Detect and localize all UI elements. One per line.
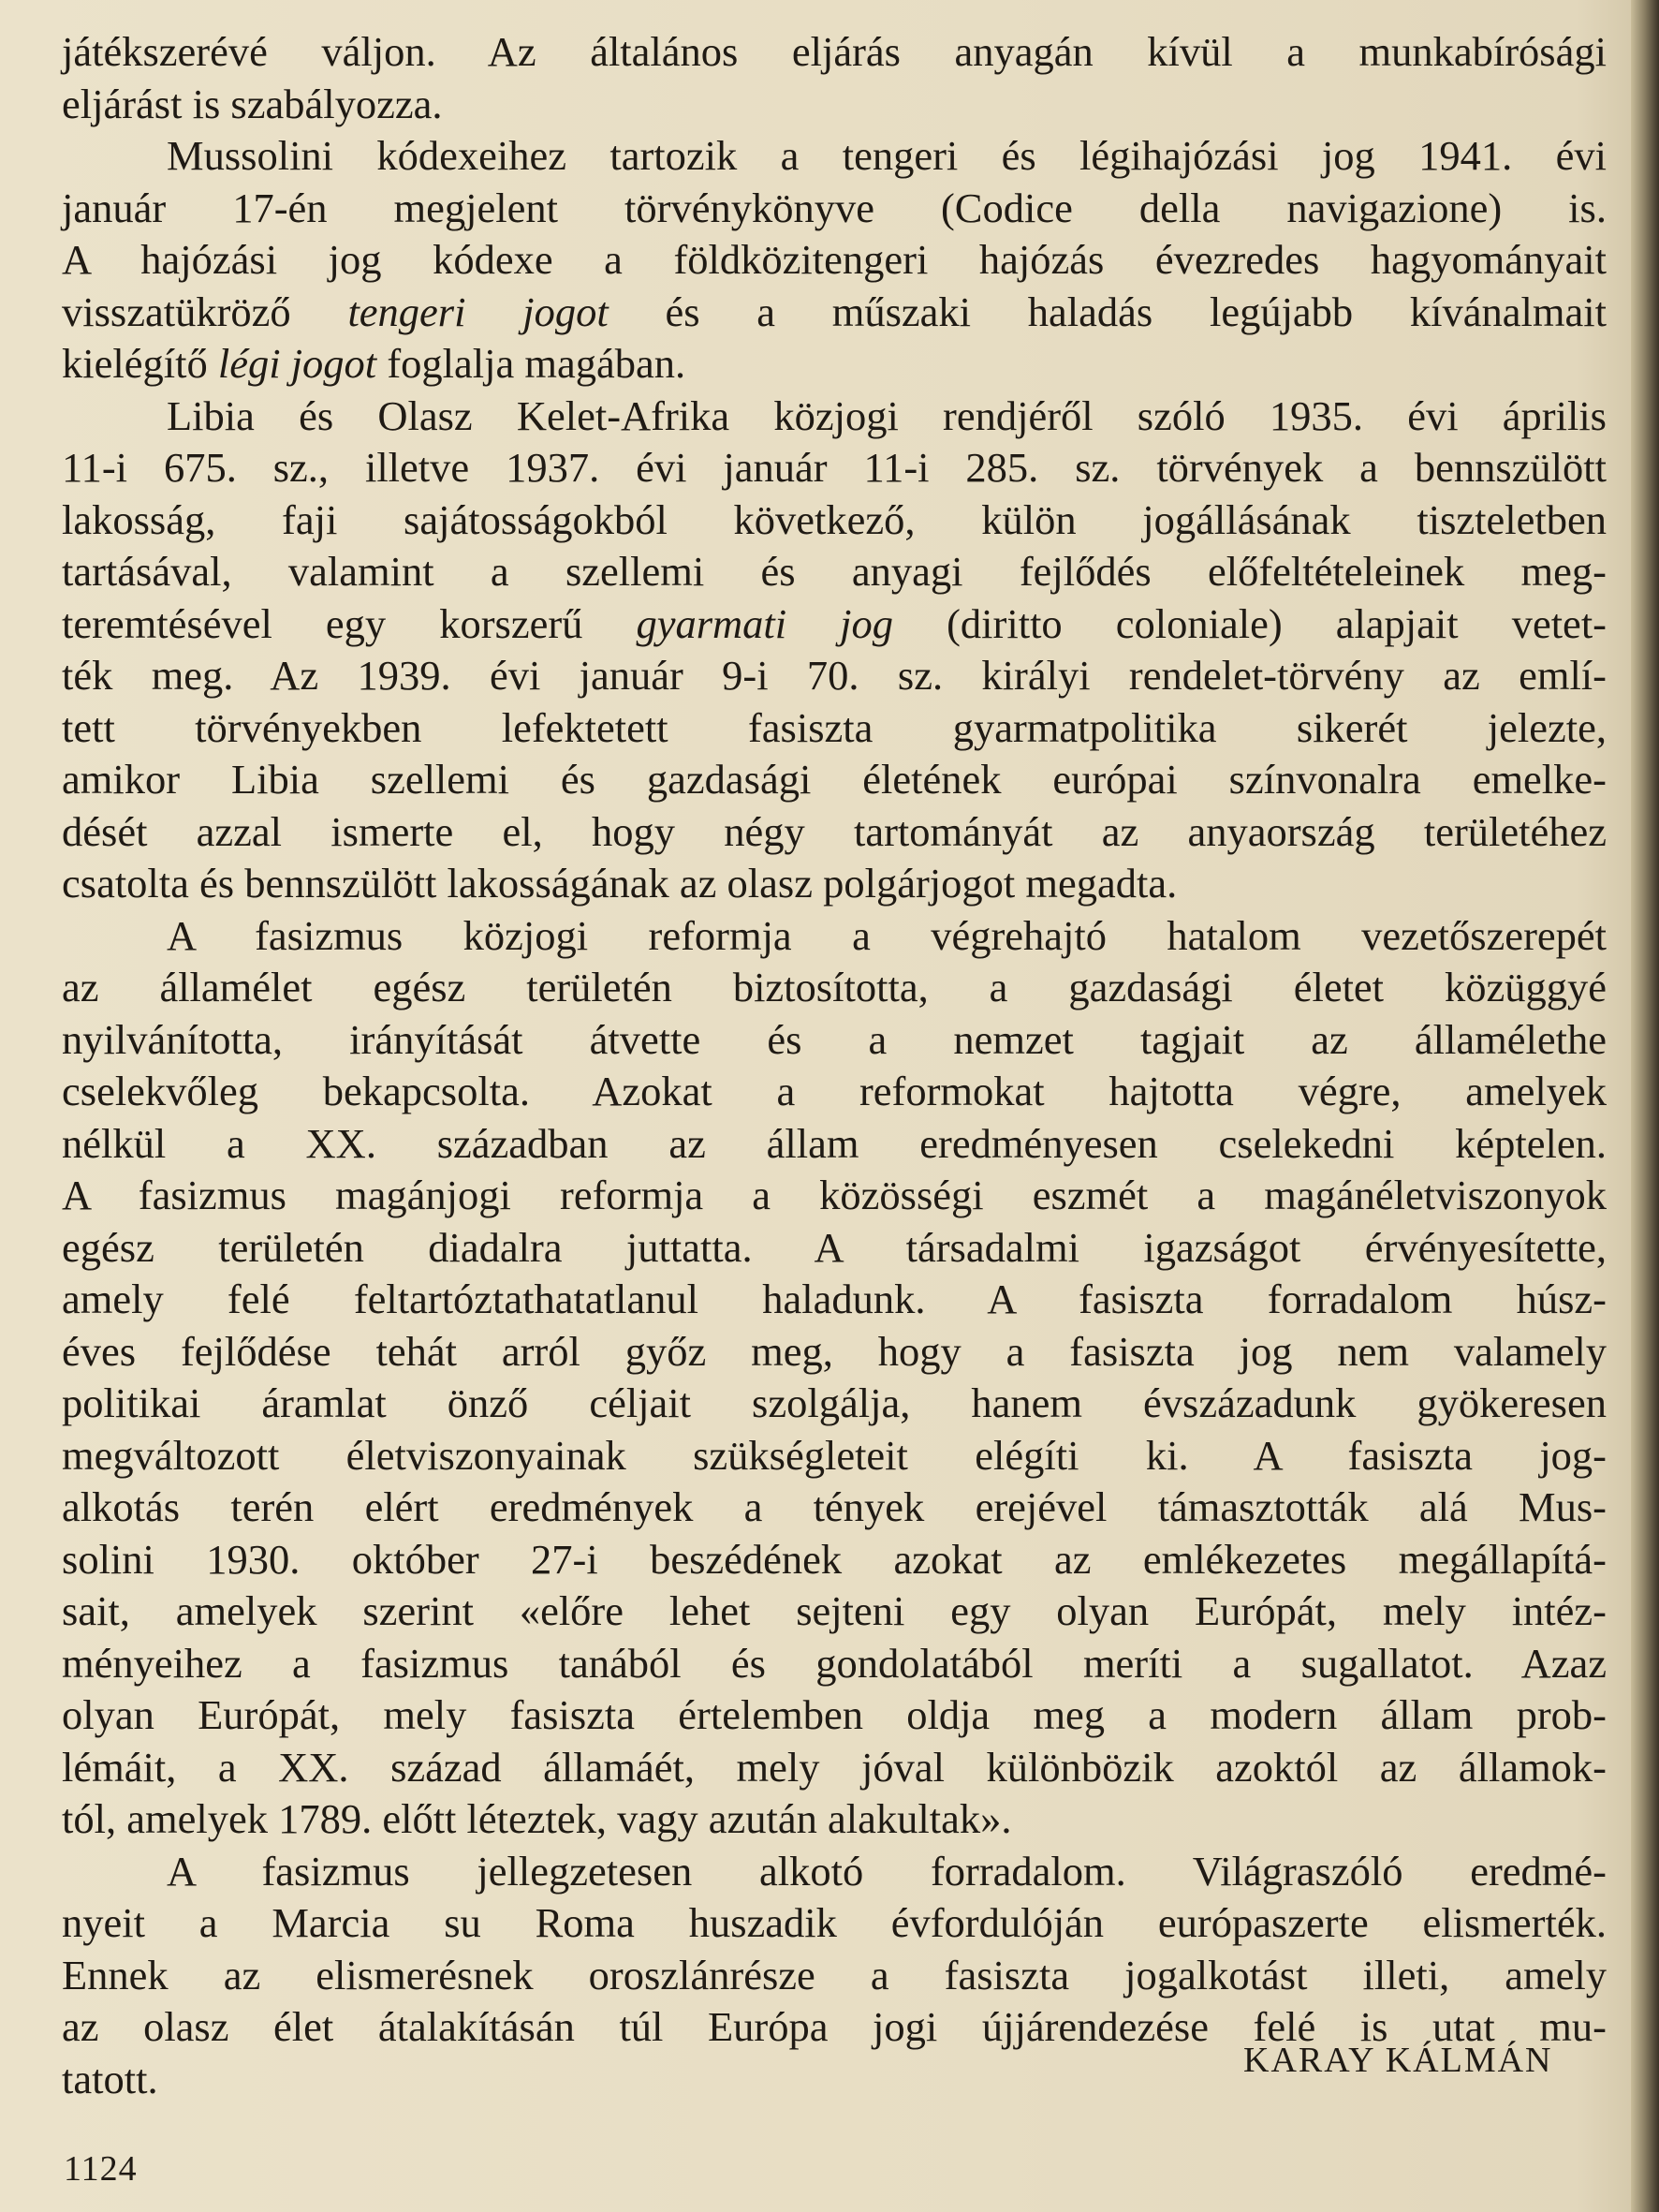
text-span: és a műszaki haladás legújabb kívánalmait [608,288,1607,335]
text-line: tartásával, valamint a szellemi és anyagi fejlődés előfeltételeinek meg- [62,548,1607,595]
text-line: megváltozott életviszonyainak szükségleteit elégíti ki. A fasiszta jog- [62,1431,1607,1479]
text-line: amely felé feltartóztathatatlanul haladunk. A fasiszta forradalom húsz- [62,1276,1607,1322]
text-line: A fasizmus magánjogi reformja a közösségi eszmét a magánéletviszonyok [62,1172,1607,1218]
text-line [62,598,1607,651]
author-signature: KARAY KÁLMÁN [1243,2041,1553,2080]
text-span: (diritto coloniale) alapjait vetet- [893,599,1607,647]
text-span: visszatükröző [62,288,348,335]
text-line: tett törvényekben lefektetett fasiszta gyarmatpolitika sikerét jelezte, [62,703,1607,751]
text-line: lakosság, faji sajátosságokból következő, külön jogállásának tiszteletben [62,495,1607,543]
text-line: ték meg. Az 1939. évi január 9-i 70. sz. királyi rendelet-törvény az emlí- [62,652,1607,699]
text-line: olyan Európát, mely fasiszta értelemben oldja meg a modern állam prob- [62,1691,1607,1738]
italic-term: légi jogot [217,340,377,387]
text-line: eljárást is szabályozza. [62,80,443,127]
text-line: az olasz élet átalakításán túl Európa jogi újjárendezése felé is utat mu- [62,2003,1607,2050]
text-line: nyilvánította, irányítását átvette és a nemzet tagjait az államélethe [62,1015,1607,1063]
text-line: egész területén diadalra juttatta. A társadalmi igazságot érvényesítette, [62,1223,1607,1271]
text-line: ményeihez a fasizmus tanából és gondolatából meríti a sugallatot. Azaz [62,1639,1607,1687]
text-line: Ennek az elismerésnek oroszlánrésze a fasiszta jogalkotást illeti, amely [62,1951,1607,1998]
page-number: 1124 [64,2149,138,2189]
text-line: dését azzal ismerte el, hogy négy tartományát az anyaország területéhez [62,807,1607,855]
italic-term: gyarmati jog [636,599,894,647]
text-line: A fasizmus jellegzetesen alkotó forradalom. Világraszóló eredmé- [167,1847,1607,1895]
text-line: nyeit a Marcia su Roma huszadik évfordulóján európaszerte elismerték. [62,1899,1607,1946]
text-line: A hajózási jog kódexe a földközitengeri hajózás évezredes hagyományait [62,236,1607,283]
text-line: amikor Libia szellemi és gazdasági életének európai színvonalra emelke- [62,756,1607,803]
page-edge [1631,0,1659,2212]
text-line: éves fejlődése tehát arról győz meg, hogy a fasiszta jog nem valamely [62,1327,1607,1375]
text-line: 11-i 675. sz., illetve 1937. évi január 11-i 285. sz. törvények a bennszülött [62,444,1607,491]
text-line: sait, amelyek szerint «előre lehet sejteni egy olyan Európát, mely intéz- [62,1587,1607,1634]
text-line: Libia és Olasz Kelet-Afrika közjogi rendjéről szóló 1935. évi április [167,391,1607,439]
text-line: politikai áramlat önző céljait szolgálja, hanem évszázadunk gyökeresen [62,1379,1607,1426]
italic-term: tengeri jogot [347,288,609,335]
text-line: tól, amelyek 1789. előtt léteztek, vagy azután alakultak». [62,1795,1012,1842]
text-line: solini 1930. október 27-i beszédének azokat az emlékezetes megállapítá- [62,1535,1607,1583]
text-line: az államélet egész területén biztosította, a gazdasági életet közüggyé [62,964,1607,1010]
text-line: cselekvőleg bekapcsolta. Azokat a reformokat hajtotta végre, amelyek [62,1068,1607,1114]
text-line: A fasizmus közjogi reformja a végrehajtó hatalom vezetőszerepét [167,911,1607,959]
text-span: kielégítő [62,340,218,387]
text-line: csatolta és bennszülött lakosságának az olasz polgárjogot megadta. [62,860,1178,907]
text-line: január 17-én megjelent törvénykönyve (Codice della navigazione) is. [62,184,1607,231]
text-line: alkotás terén elért eredmények a tények erejével támasztották alá Mus- [62,1483,1607,1530]
text-line [62,287,1607,339]
text-line [62,338,1607,391]
text-line: tatott. [62,2055,158,2102]
text-span: teremtésével egy korszerű [62,599,637,647]
text-line: Mussolini kódexeihez tartozik a tengeri és légihajózási jog 1941. évi [167,132,1607,179]
body-text [62,26,1607,2105]
text-line: lémáit, a XX. század államáét, mely jóval különbözik azoktól az államok- [62,1743,1607,1791]
text-line: játékszerévé váljon. Az általános eljárás anyagán kívül a munkabírósági [62,28,1607,75]
text-line: nélkül a XX. században az állam eredményesen cselekedni képtelen. [62,1119,1607,1167]
text-span: foglalja magában. [376,340,686,387]
